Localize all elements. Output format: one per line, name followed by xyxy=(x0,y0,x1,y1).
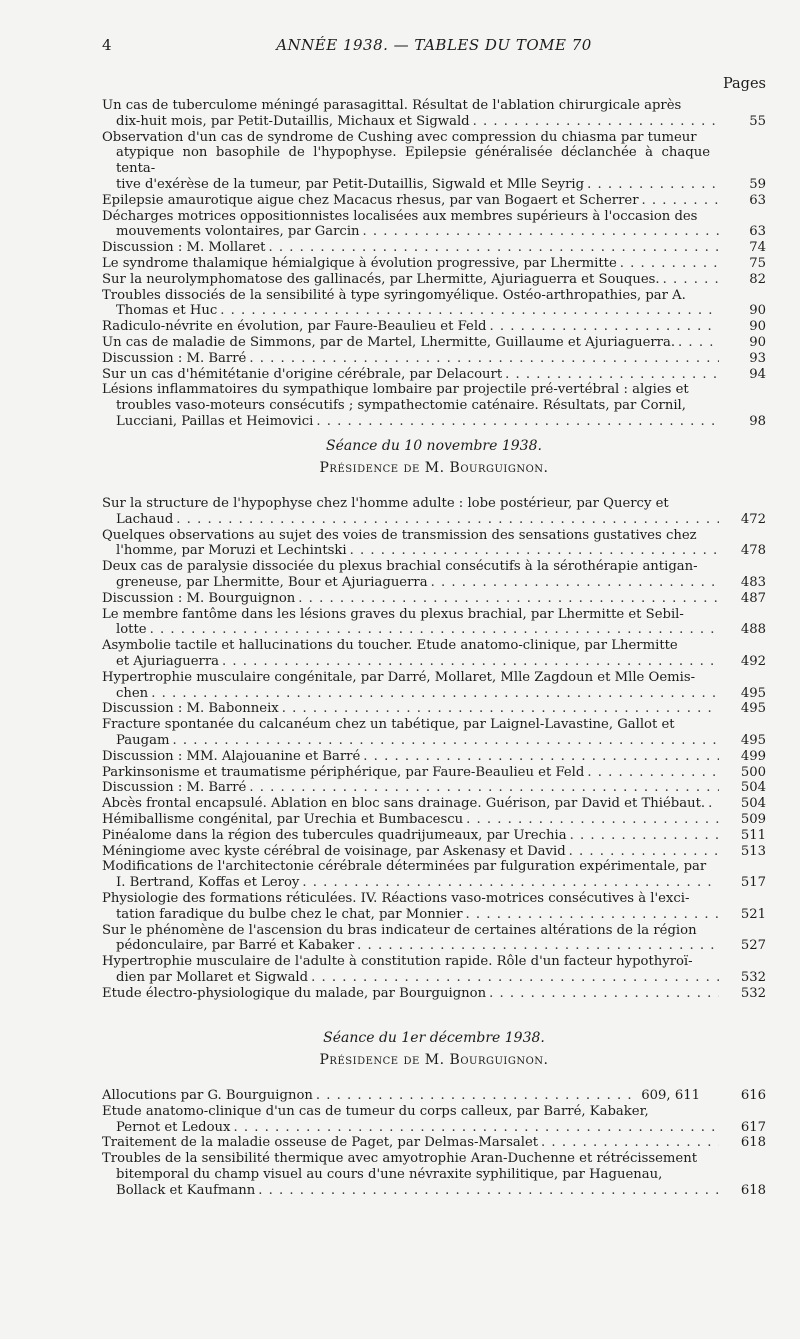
index-entry xyxy=(102,272,766,288)
entry-page-number: 93 xyxy=(749,350,766,366)
index-entry xyxy=(102,351,766,367)
entry-last-line xyxy=(102,256,766,272)
entry-line: Physiologie des formations réticulées. IV. Réactions vaso-motrices consécutives à l'exci- xyxy=(102,890,690,906)
index-entry xyxy=(102,701,766,717)
leader-dots xyxy=(150,622,719,638)
entry-last-line xyxy=(102,765,766,781)
entry-text: Discussion : M. Barré xyxy=(102,350,247,366)
leader-dots xyxy=(678,335,719,351)
leader-dots xyxy=(350,543,719,559)
leader-dots xyxy=(642,193,719,209)
entry-last-line xyxy=(102,749,766,765)
seance-heading: Séance du 1er décembre 1938. xyxy=(323,1030,545,1046)
entry-last-line xyxy=(102,1088,766,1104)
entry-page-number: 495 xyxy=(740,685,766,701)
entry-last-line xyxy=(102,177,766,193)
entry-line: Hypertrophie musculaire congénitale, par Darré, Mollaret, Mlle Zagdoun et Mlle Oemis- xyxy=(102,669,696,685)
entry-last-line xyxy=(102,1120,766,1136)
entry-line: Sur la structure de l'hypophyse chez l'homme adulte : lobe postérieur, par Quercy et xyxy=(102,496,669,511)
entry-text: tation faradique du bulbe chez le chat, par Monnier xyxy=(116,906,463,922)
presidence-heading: Présidence de M. Bourguignon. xyxy=(319,1052,549,1068)
leader-dots xyxy=(222,654,719,670)
entry-page-number: 495 xyxy=(740,732,766,748)
entry-text: Epilepsie amaurotique aigue chez Macacus rhesus, par van Bogaert et Scherrer xyxy=(102,192,639,208)
entry-page-number: 495 xyxy=(740,701,766,717)
index-entry xyxy=(102,591,766,607)
leader-dots xyxy=(505,367,719,383)
entry-page-number: 492 xyxy=(740,653,766,669)
entry-page-number: 532 xyxy=(740,985,766,1001)
index-entry xyxy=(102,367,766,383)
index-entry xyxy=(102,319,766,335)
entry-text: Discussion : M. Babonneix xyxy=(102,701,279,717)
index-entry xyxy=(102,256,766,272)
leader-dots xyxy=(316,414,719,430)
leader-dots xyxy=(489,319,719,335)
entry-text: Parkinsonisme et traumatisme périphérique, par Faure-Beaulieu et Feld xyxy=(102,764,585,780)
entry-last-line xyxy=(102,1135,766,1151)
entry-line: Observation d'un cas de syndrome de Cushing avec compression du chiasma par tumeur xyxy=(102,129,697,145)
section-2-entries xyxy=(102,496,766,1002)
index-entry xyxy=(102,240,766,256)
index-entry xyxy=(102,749,766,765)
entry-text: Discussion : M. Bourguignon xyxy=(102,590,296,606)
entry-last-line xyxy=(102,844,766,860)
index-entry xyxy=(102,891,766,923)
entry-text: tive d'exérèse de la tumeur, par Petit-Dutaillis, Sigwald et Mlle Seyrig xyxy=(116,176,585,192)
entry-text: Allocutions par G. Bourguignon xyxy=(102,1088,313,1103)
entry-page-number: 478 xyxy=(740,543,766,559)
entry-page-number: 63 xyxy=(749,192,766,208)
entry-text: l'homme, par Moruzi et Lechintski xyxy=(116,543,347,559)
index-entry xyxy=(102,828,766,844)
entry-page-number: 90 xyxy=(749,334,766,350)
index-entry xyxy=(102,559,766,591)
index-entry xyxy=(102,528,766,560)
entry-text: Pernot et Ledoux xyxy=(116,1119,231,1135)
entry-last-line xyxy=(102,986,766,1002)
entry-last-line xyxy=(102,828,766,844)
entry-last-line xyxy=(102,319,766,335)
entry-line: Fracture spontanée du calcanéum chez un tabétique, par Laignel-Lavastine, Gallot et xyxy=(102,717,675,733)
entry-page-number: 55 xyxy=(749,113,766,129)
index-entry xyxy=(102,496,766,528)
entry-line: Un cas de tuberculome méningé parasagittal. Résultat de l'ablation chirurgicale après xyxy=(102,98,682,113)
leader-dots xyxy=(708,796,719,812)
entry-page-number: 532 xyxy=(740,969,766,985)
entry-text: Méningiome avec kyste cérébral de voisinage, par Askenasy et David xyxy=(102,843,566,859)
leader-dots xyxy=(316,1088,638,1104)
seance-heading: Séance du 10 novembre 1938. xyxy=(326,438,542,454)
entry-line: Deux cas de paralysie dissociée du plexus brachial consécutifs à la sérothérapie antigan- xyxy=(102,559,698,575)
entry-page-number: 500 xyxy=(740,764,766,780)
leader-dots xyxy=(431,575,719,591)
leader-dots xyxy=(298,591,719,607)
leader-dots xyxy=(302,875,719,891)
entry-last-line xyxy=(102,303,766,319)
leader-dots xyxy=(176,512,719,528)
entry-page-number: 517 xyxy=(740,875,766,891)
entry-text: Abcès frontal encapsulé. Ablation en bloc sans drainage. Guérison, par David et Thiébaut. xyxy=(102,796,706,812)
entry-page-number: 90 xyxy=(749,319,766,335)
section-1-entries xyxy=(102,98,766,430)
entry-text: dien par Mollaret et Sigwald xyxy=(116,969,309,985)
entry-last-line xyxy=(102,907,766,923)
index-entry xyxy=(102,859,766,891)
entry-text: Traitement de la maladie osseuse de Paget, par Delmas-Marsalet xyxy=(102,1135,539,1151)
entry-page-number: 472 xyxy=(740,511,766,527)
entry-line: troubles vaso-moteurs consécutifs ; sympathectomie caténaire. Résultats, par Cornil, xyxy=(116,398,686,414)
entry-page-number: 504 xyxy=(740,780,766,796)
entry-page-number: 618 xyxy=(740,1182,766,1198)
entry-line: Lésions inflammatoires du sympathique lombaire par projectile pré-vertébral : algies et xyxy=(102,382,689,398)
entry-last-line xyxy=(102,335,766,351)
index-entry xyxy=(102,638,766,670)
header-title: ANNÉE 1938. — TABLES DU TOME 70 xyxy=(276,36,592,54)
entry-page-number: 98 xyxy=(749,413,766,429)
index-entry xyxy=(102,98,766,130)
index-entry xyxy=(102,1151,766,1198)
entry-last-line xyxy=(102,1183,766,1199)
entry-last-line xyxy=(102,367,766,383)
entry-text: dix-huit mois, par Petit-Dutaillis, Michaux et Sigwald xyxy=(116,113,470,129)
entry-line: Hypertrophie musculaire de l'adulte à constitution rapide. Rôle d'un facteur hypothyroï- xyxy=(102,954,693,970)
entry-page-number: 90 xyxy=(749,303,766,319)
entry-page-number: 617 xyxy=(740,1119,766,1135)
pages-column-label: Pages xyxy=(722,76,766,92)
entry-text: greneuse, par Lhermitte, Bour et Ajuriaguerra xyxy=(116,574,428,590)
index-entry xyxy=(102,954,766,986)
entry-text: chen xyxy=(116,685,149,701)
index-entry xyxy=(102,130,766,193)
entry-line: Modifications de l'architectonie cérébrale déterminées par fulguration expérimentale, par xyxy=(102,859,707,875)
presidence-heading: Présidence de M. Bourguignon. xyxy=(319,460,549,476)
index-entry xyxy=(102,1104,766,1136)
section-2 xyxy=(102,438,766,1002)
entry-last-line xyxy=(102,970,766,986)
index-entry xyxy=(102,986,766,1002)
entry-last-line xyxy=(102,575,766,591)
leader-dots xyxy=(282,701,719,717)
entry-page-number: 483 xyxy=(740,574,766,590)
entry-extra-pages: 609, 611 xyxy=(641,1088,700,1103)
entry-last-line xyxy=(102,591,766,607)
entry-text: Etude électro-physiologique du malade, par Bourguignon xyxy=(102,985,487,1001)
entry-last-line xyxy=(102,240,766,256)
entry-text: Le syndrome thalamique hémialgique à évolution progressive, par Lhermitte xyxy=(102,255,617,271)
entry-page-number: 487 xyxy=(740,590,766,606)
entry-page-number: 521 xyxy=(740,906,766,922)
entry-line: Asymbolie tactile et hallucinations du toucher. Etude anatomo-clinique, par Lhermitte xyxy=(102,638,678,654)
leader-dots xyxy=(233,1120,719,1136)
entry-last-line xyxy=(102,224,766,240)
entry-page-number: 94 xyxy=(749,366,766,382)
leader-dots xyxy=(172,733,719,749)
leader-dots xyxy=(587,765,719,781)
index-entry xyxy=(102,335,766,351)
entry-line: Etude anatomo-clinique d'un cas de tumeur du corps calleux, par Barré, Kabaker, xyxy=(102,1103,649,1119)
entry-last-line xyxy=(102,875,766,891)
entry-line: Troubles de la sensibilité thermique avec amyotrophie Aran-Duchenne et rétrécissement xyxy=(102,1151,698,1167)
leader-dots xyxy=(363,224,719,240)
entry-last-line xyxy=(102,272,766,288)
leader-dots xyxy=(249,780,719,796)
entry-last-line xyxy=(102,414,766,430)
index-entry xyxy=(102,209,766,241)
index-entry xyxy=(102,923,766,955)
entry-page-number: 499 xyxy=(740,748,766,764)
leader-dots xyxy=(541,1135,719,1151)
entry-line: Le membre fantôme dans les lésions graves du plexus brachial, par Lhermitte et Sebil- xyxy=(102,606,684,622)
entry-text: Pinéalome dans la région des tubercules quadrijumeaux, par Urechia xyxy=(102,827,567,843)
entry-last-line xyxy=(102,686,766,702)
entry-last-line xyxy=(102,622,766,638)
entry-last-line xyxy=(102,654,766,670)
entry-text: Un cas de maladie de Simmons, par de Martel, Lhermitte, Guillaume et Ajuriaguerra. xyxy=(102,334,676,350)
entry-line: bitemporal du champ visuel au cours d'une névraxite syphilitique, par Haguenau, xyxy=(116,1166,663,1182)
leader-dots xyxy=(363,749,719,765)
entry-last-line xyxy=(102,114,766,130)
entry-text: Discussion : MM. Alajouanine et Barré xyxy=(102,748,361,764)
leader-dots xyxy=(258,1183,719,1199)
entry-last-line xyxy=(102,796,766,812)
leader-dots xyxy=(249,351,719,367)
section-3-entries xyxy=(102,1088,766,1199)
leader-dots xyxy=(151,686,719,702)
index-entry xyxy=(102,796,766,812)
index-entry xyxy=(102,670,766,702)
index-entry xyxy=(102,717,766,749)
entry-text: Lachaud xyxy=(116,511,174,527)
entry-page-number: 63 xyxy=(749,224,766,240)
entry-text: Sur la neurolymphomatose des gallinacés, par Lhermitte, Ajuriaguerra et Souques. xyxy=(102,271,660,287)
leader-dots xyxy=(570,828,719,844)
entry-text: Sur un cas d'hémitétanie d'origine cérébrale, par Delacourt xyxy=(102,366,503,382)
index-entry xyxy=(102,844,766,860)
index-entry xyxy=(102,288,766,320)
entry-text: I. Bertrand, Koffas et Leroy xyxy=(116,875,300,891)
leader-dots xyxy=(311,970,719,986)
leader-dots xyxy=(466,907,719,923)
running-header xyxy=(102,36,766,54)
entry-last-line xyxy=(102,938,766,954)
entry-line: atypique non basophile de l'hypophyse. Epilepsie généralisée déclanchée à chaque tenta- xyxy=(116,145,710,177)
entry-text: pédonculaire, par Barré et Kabaker xyxy=(116,938,355,954)
index-entry xyxy=(102,193,766,209)
entry-page-number: 504 xyxy=(740,796,766,812)
leader-dots xyxy=(587,177,719,193)
entry-text: Discussion : M. Mollaret xyxy=(102,240,266,256)
leader-dots xyxy=(663,272,719,288)
entry-text: Lucciani, Paillas et Heimovici xyxy=(116,413,314,429)
index-entry xyxy=(102,1135,766,1151)
leader-dots xyxy=(466,812,719,828)
entry-page-number: 527 xyxy=(740,938,766,954)
entry-page-number: 82 xyxy=(749,271,766,287)
entry-page-number: 509 xyxy=(740,811,766,827)
entry-text: Bollack et Kaufmann xyxy=(116,1182,256,1198)
entry-page-number: 618 xyxy=(740,1135,766,1151)
entry-text: Paugam xyxy=(116,732,170,748)
entry-text: et Ajuriaguerra xyxy=(116,653,219,669)
entry-last-line xyxy=(102,701,766,717)
index-entry xyxy=(102,1088,766,1104)
entry-line: Troubles dissociés de la sensibilité à type syringomyélique. Ostéo-arthropathies, par A. xyxy=(102,287,686,303)
entry-last-line xyxy=(102,812,766,828)
entry-text: Hémiballisme congénital, par Urechia et Bumbacescu xyxy=(102,811,464,827)
leader-dots xyxy=(269,240,720,256)
index-entry xyxy=(102,812,766,828)
entry-page-number: 74 xyxy=(749,240,766,256)
entry-line: Sur le phénomène de l'ascension du bras indicateur de certaines altérations de la région xyxy=(102,922,697,938)
entry-text: Thomas et Huc xyxy=(116,303,218,319)
entry-page-number: 511 xyxy=(740,827,766,843)
entry-text: mouvements volontaires, par Garcin xyxy=(116,224,360,240)
index-entry xyxy=(102,382,766,429)
entry-last-line xyxy=(102,512,766,528)
entry-page-number: 513 xyxy=(740,843,766,859)
entry-text: Discussion : M. Barré xyxy=(102,780,247,796)
index-entry xyxy=(102,607,766,639)
entry-page-number: 59 xyxy=(749,176,766,192)
leader-dots xyxy=(620,256,719,272)
leader-dots xyxy=(569,844,719,860)
entry-line: Décharges motrices oppositionnistes localisées aux membres supérieurs à l'occasion des xyxy=(102,208,698,224)
entry-last-line xyxy=(102,543,766,559)
leader-dots xyxy=(220,303,719,319)
page-number: 4 xyxy=(102,36,113,54)
entry-line: Quelques observations au sujet des voies de transmission des sensations gustatives chez xyxy=(102,527,697,543)
entry-last-line xyxy=(102,780,766,796)
leader-dots xyxy=(489,986,719,1002)
section-3 xyxy=(102,1030,766,1199)
leader-dots xyxy=(473,114,719,130)
index-entry xyxy=(102,780,766,796)
index-entry xyxy=(102,765,766,781)
entry-text: lotte xyxy=(116,622,147,638)
entry-page-number: 75 xyxy=(749,255,766,271)
entry-text: Radiculo-névrite en évolution, par Faure-Beaulieu et Feld xyxy=(102,319,487,335)
entry-last-line xyxy=(102,193,766,209)
entry-page-number: 488 xyxy=(740,622,766,638)
entry-last-line xyxy=(102,351,766,367)
leader-dots xyxy=(357,938,719,954)
entry-page-number: 616 xyxy=(740,1088,766,1103)
entry-last-line xyxy=(102,733,766,749)
